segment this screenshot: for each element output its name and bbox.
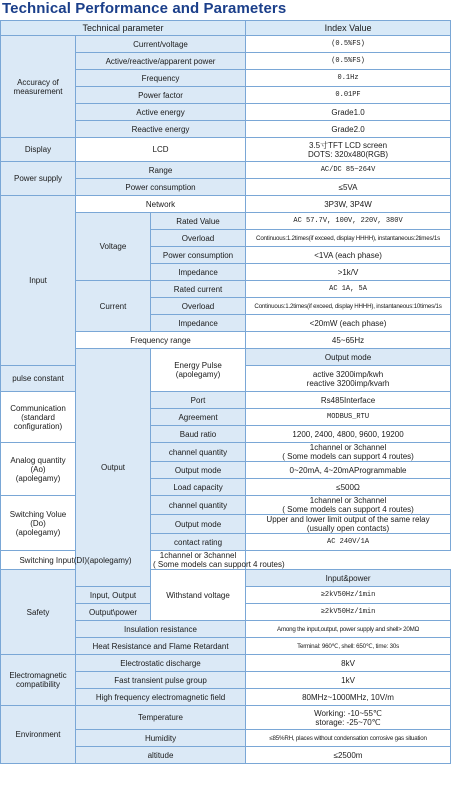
table-row (1, 706, 451, 730)
subgroup-analog (1, 443, 76, 496)
table-row (1, 570, 451, 587)
page-title: Technical Performance and Parameters (2, 0, 287, 17)
param-cell: Insulation resistance (76, 621, 246, 638)
value-cell: Among the input,output, power supply and shell> 20MΩ (246, 621, 451, 638)
value-cell (246, 443, 451, 462)
value-cell: <20mW (each phase) (246, 315, 451, 332)
value-cell: ≤85%RH, places without condensation corrosive gas situation (246, 730, 451, 747)
table-row (1, 196, 451, 213)
subgroup-label: Switching Volue (9, 509, 67, 519)
value-line: 1channel or 3channel (309, 443, 387, 452)
value-cell: 0.1Hz (246, 70, 451, 87)
value-cell: Continuous:1.2times(if exceed, display HHHH), instantaneous:2times/1s (246, 230, 451, 247)
param-cell: Rated current (151, 281, 246, 298)
param-cell: Frequency range (76, 332, 246, 349)
category-emc: Electromagnetic compatibility (1, 655, 76, 706)
value-cell: MODBUS_RTU (246, 409, 451, 426)
value-cell (246, 706, 451, 730)
value-cell: Rs485Interface (246, 392, 451, 409)
table-row (1, 551, 451, 570)
subgroup-energy-pulse (151, 349, 246, 392)
param-cell: Agreement (151, 409, 246, 426)
category-power: Power supply (1, 162, 76, 196)
param-cell: Output\power (76, 604, 151, 621)
param-cell: Power factor (76, 87, 246, 104)
value-line: 1channel or 3channel (159, 551, 237, 560)
param-cell: Active/reactive/apparent power (76, 53, 246, 70)
value-cell: AC/DC 85~264V (246, 162, 451, 179)
value-cell (246, 366, 451, 392)
subgroup-label: (Do) (30, 518, 46, 528)
param-cell: Overload (151, 298, 246, 315)
value-line: Working: -10~55℃ (314, 708, 382, 718)
param-cell: Impedance (151, 315, 246, 332)
param-cell: Port (151, 392, 246, 409)
subgroup-switching (1, 496, 76, 551)
param-cell: Temperature (76, 706, 246, 730)
category-safety: Safety (1, 570, 76, 655)
param-cell: Output mode (151, 515, 246, 534)
param-cell: altitude (76, 747, 246, 764)
subgroup-voltage: Voltage (76, 213, 151, 281)
value-cell (246, 496, 451, 515)
value-cell: ≤500Ω (246, 479, 451, 496)
table-header (1, 21, 451, 36)
subgroup-label: (standard (21, 412, 55, 422)
value-line: 3.5寸TFT LCD screen (308, 140, 388, 150)
param-cell: Input, Output (76, 587, 151, 604)
value-cell: 80MHz~1000MHz, 10V/m (246, 689, 451, 706)
param-cell: Power consumption (76, 179, 246, 196)
value-cell: 0.01PF (246, 87, 451, 104)
value-cell: AC 57.7V, 100V, 220V, 380V (246, 213, 451, 230)
subgroup-withstand: Withstand voltage (151, 570, 246, 621)
param-cell: Fast transient pulse group (76, 672, 246, 689)
param-cell: High frequency electromagnetic field (76, 689, 246, 706)
param-cell: Overload (151, 230, 246, 247)
value-cell: 8kV (246, 655, 451, 672)
param-cell: contact rating (151, 534, 246, 551)
subgroup-label: Communication (10, 403, 66, 413)
param-cell: Range (76, 162, 246, 179)
param-cell: Power consumption (151, 247, 246, 264)
header-value: Index Value (246, 21, 451, 36)
value-cell: Grade1.0 (246, 104, 451, 121)
subgroup-label: configuration) (13, 421, 63, 431)
value-cell: Continuous:1.2times(if exceed, display HHHH), instantaneous:10times/1s (246, 298, 451, 315)
table-row (1, 496, 451, 515)
param-cell: Electrostatic discharge (76, 655, 246, 672)
subgroup-label: (apolegamy) (15, 527, 61, 537)
table-row (1, 655, 451, 672)
value-line: (usually open contacts) (306, 524, 390, 533)
value-line: Upper and lower limit output of the same relay (266, 515, 430, 524)
param-cell: Heat Resistance and Flame Retardant (76, 638, 246, 655)
category-accuracy: Accuracy of measurement (1, 36, 76, 138)
value-cell (246, 515, 451, 534)
param-cell: Current/voltage (76, 36, 246, 53)
param-cell: Active energy (76, 104, 246, 121)
subgroup-label: (apolegamy) (15, 473, 61, 483)
param-cell: Impedance (151, 264, 246, 281)
value-cell: ≤2500m (246, 747, 451, 764)
table-row (1, 162, 451, 179)
value-line: ( Some models can support 4 routes) (282, 452, 414, 461)
param-cell: Output mode (151, 462, 246, 479)
category-output: Output (76, 349, 151, 587)
value-cell: 45~65Hz (246, 332, 451, 349)
param-cell: Humidity (76, 730, 246, 747)
param-cell: pulse constant (1, 366, 76, 392)
subgroup-label: Analog quantity (10, 455, 66, 465)
subgroup-label: Energy Pulse (174, 361, 222, 370)
value-cell: AC 1A, 5A (246, 281, 451, 298)
value-cell: Grade2.0 (246, 121, 451, 138)
param-cell: Frequency (76, 70, 246, 87)
value-line: reactive 3200imp/kvarh (306, 378, 390, 388)
param-cell: Rated Value (151, 213, 246, 230)
subgroup-label: (apolegamy) (175, 370, 221, 379)
value-cell: >1k/V (246, 264, 451, 281)
subgroup-label: (Ao) (30, 464, 46, 474)
param-cell: Output mode (246, 349, 451, 366)
value-line: active 3200imp/kwh (312, 369, 384, 379)
param-cell: LCD (76, 138, 246, 162)
value-cell: 3P3W, 3P4W (246, 196, 451, 213)
value-cell: Terminal: 960℃, shell: 650℃, time: 30s (246, 638, 451, 655)
value-cell: (0.5%FS) (246, 53, 451, 70)
value-cell: 1200, 2400, 4800, 9600, 19200 (246, 426, 451, 443)
value-cell: AC 240V/1A (246, 534, 451, 551)
value-cell (151, 551, 285, 570)
value-cell: (0.5%FS) (246, 36, 451, 53)
table-row (1, 392, 451, 409)
param-cell: Network (76, 196, 246, 213)
subgroup-current: Current (76, 281, 151, 332)
value-cell: ≥2kV50Hz/1min (246, 604, 451, 621)
value-cell: 0~20mA, 4~20mAProgrammable (246, 462, 451, 479)
header-param: Technical parameter (1, 21, 246, 36)
value-line: ( Some models can support 4 routes) (153, 560, 285, 569)
table-row (1, 443, 451, 462)
value-cell: ≤5VA (246, 179, 451, 196)
value-line: storage: -25~70℃ (315, 717, 381, 727)
category-input: Input (1, 196, 76, 366)
value-line: 1channel or 3channel (309, 496, 387, 505)
subgroup-communication (1, 392, 76, 443)
param-cell: Switching Input(DI)(apolegamy) (1, 551, 151, 570)
param-cell: channel quantity (151, 496, 246, 515)
value-line: DOTS: 320x480(RGB) (308, 149, 389, 159)
value-cell: 1kV (246, 672, 451, 689)
category-display: Display (1, 138, 76, 162)
value-cell: <1VA (each phase) (246, 247, 451, 264)
category-environment: Environment (1, 706, 76, 764)
param-cell: Baud ratio (151, 426, 246, 443)
table-row (1, 138, 451, 162)
table-row (1, 36, 451, 53)
param-cell: Reactive energy (76, 121, 246, 138)
param-cell: Load capacity (151, 479, 246, 496)
param-cell: channel quantity (151, 443, 246, 462)
param-cell: Input&power (246, 570, 451, 587)
value-cell (246, 138, 451, 162)
spec-table (0, 20, 451, 764)
value-line: ( Some models can support 4 routes) (282, 505, 414, 514)
value-cell: ≥2kV50Hz/1min (246, 587, 451, 604)
